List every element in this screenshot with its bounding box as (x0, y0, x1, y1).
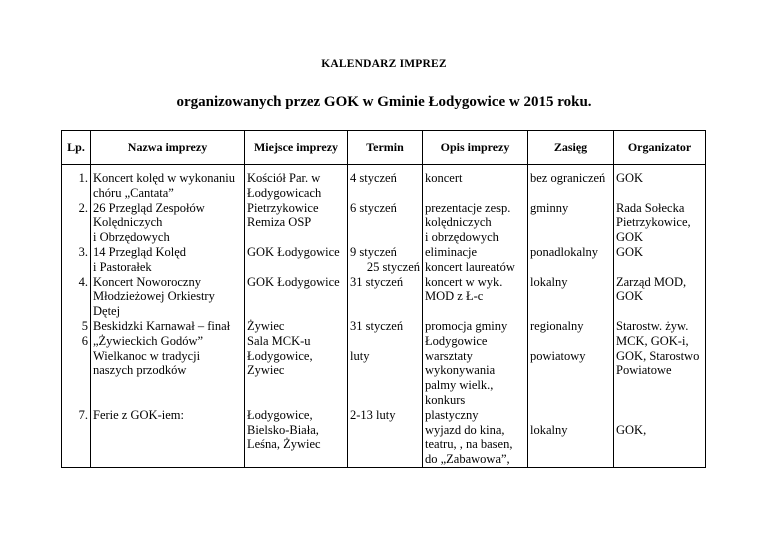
termin-line (350, 186, 420, 201)
nazwa-line: 14 Przegląd Kolęd (93, 244, 187, 259)
nazwa-line: „Żywieckich Godów” (93, 333, 204, 348)
organizator-line: GOK, Starostwo (616, 348, 700, 363)
termin-line (350, 363, 420, 378)
zasieg-line (530, 215, 611, 230)
lp-line: 1. (78, 171, 88, 185)
opis-line: i obrzędowych (425, 230, 499, 245)
opis-line: kolędniczych (425, 215, 492, 230)
zasieg-line (530, 260, 611, 275)
nazwa-line: Dętej (93, 304, 121, 319)
miejsce-line: Leśna, Żywiec (247, 437, 321, 452)
termin-line (350, 423, 420, 438)
zasieg-line (530, 452, 611, 467)
opis-line: teatru, , na basen, (425, 437, 513, 452)
header-termin: Termin (348, 131, 423, 165)
lp-line (64, 186, 88, 201)
zasieg-line (530, 230, 611, 245)
organizator-line: Rada Sołecka (616, 200, 685, 215)
lp-line: 5 (81, 318, 88, 333)
header-nazwa: Nazwa imprezy (91, 131, 245, 165)
opis-line: koncert w wyk. (425, 274, 503, 289)
opis-line: konkurs (425, 392, 466, 407)
nazwa-line: Beskidzki Karnawał – finał (93, 318, 231, 333)
opis-line (425, 186, 525, 201)
document-title: KALENDARZ IMPREZ (321, 58, 447, 70)
opis-line: MOD z Ł-c (425, 289, 484, 304)
lp-line (64, 230, 88, 245)
organizator-column (614, 171, 706, 467)
nazwa-line: Koncert Noworoczny (93, 274, 201, 289)
header-lp: Lp. (62, 131, 91, 165)
organizator-line: GOK (616, 289, 644, 304)
lp-line: 4. (78, 274, 88, 289)
lp-line (64, 349, 88, 364)
opis-line: Łodygowice (425, 333, 488, 348)
nazwa-line: Ferie z GOK-iem: (93, 407, 184, 422)
termin-line: 31 styczeń (350, 274, 404, 289)
termin-line: 31 styczeń (350, 318, 404, 333)
nazwa-line: i Obrzędowych (93, 230, 170, 245)
miejsce-line: Kościół Par. w (247, 171, 321, 185)
miejsce-line: Łodygowice, (247, 348, 313, 363)
termin-line (350, 230, 420, 245)
opis-line: koncert (425, 171, 463, 185)
organizator-line: GOK (616, 244, 644, 259)
zasieg-line: gminny (530, 200, 569, 215)
organizator-line (616, 437, 703, 452)
zasieg-line (530, 408, 611, 423)
termin-line (350, 289, 420, 304)
nazwa-line (93, 393, 242, 408)
opis-line: prezentacje zesp. (425, 200, 511, 215)
organizator-line: MCK, GOK-i, (616, 333, 689, 348)
lp-line (64, 423, 88, 438)
zasieg-line (530, 304, 611, 319)
nazwa-line: i Pastorałek (93, 259, 152, 274)
organizator-line (616, 378, 703, 393)
miejsce-line: Żywiec (247, 318, 285, 333)
miejsce-line: Pietrzykowice (247, 200, 319, 215)
miejsce-column (245, 171, 348, 467)
lp-line: 7. (78, 407, 88, 422)
events-table (61, 130, 706, 468)
header-opis: Opis imprezy (423, 131, 528, 165)
nazwa-line: Wielkanoc w tradycji (93, 348, 201, 363)
opis-line: palmy wielk., (425, 378, 494, 393)
header-miejsce: Miejsce imprezy (245, 131, 348, 165)
termin-line: 9 styczeń (350, 244, 397, 259)
organizator-line (616, 260, 703, 275)
termin-line: 4 styczeń (350, 171, 397, 185)
organizator-line (616, 393, 703, 408)
document-subtitle: organizowanych przez GOK w Gminie Łodygowice w 2015 roku. (176, 94, 592, 110)
lp-column (62, 171, 91, 467)
miejsce-line (247, 289, 345, 304)
organizator-line (616, 408, 703, 423)
zasieg-line (530, 334, 611, 349)
nazwa-line: naszych przodków (93, 363, 187, 378)
zasieg-line: powiatowy (530, 348, 586, 363)
miejsce-line: Łodygowice, (247, 407, 313, 422)
header-organizator: Organizator (614, 131, 706, 165)
miejsce-line: GOK Łodygowice (247, 244, 340, 259)
organizator-line (616, 186, 703, 201)
termin-line: 6 styczeń (350, 200, 397, 215)
organizator-line: Powiatowe (616, 363, 672, 378)
opis-line: wyjazd do kina, (425, 422, 505, 437)
opis-line: koncert laureatów (425, 259, 515, 274)
lp-line (64, 304, 88, 319)
organizator-line: GOK, (616, 422, 647, 437)
termin-line (350, 304, 420, 319)
zasieg-line (530, 363, 611, 378)
miejsce-line (247, 378, 345, 393)
lp-line (64, 378, 88, 393)
nazwa-line (93, 437, 242, 452)
miejsce-line (247, 230, 345, 245)
termin-line: 25 styczeń (366, 259, 420, 274)
opis-line: promocja gminy (425, 318, 508, 333)
zasieg-line: lokalny (530, 274, 568, 289)
zasieg-column (528, 171, 614, 467)
zasieg-line (530, 289, 611, 304)
opis-column (423, 171, 528, 467)
table-header-row (62, 131, 706, 165)
termin-line (350, 437, 420, 452)
organizator-line: GOK (616, 171, 644, 185)
zasieg-line: bez ograniczeń (530, 171, 606, 185)
nazwa-column (91, 171, 245, 467)
nazwa-line: Kolędniczych (93, 215, 163, 230)
organizator-line: Starostw. żyw. (616, 318, 689, 333)
termin-line: 2-13 luty (350, 407, 396, 422)
termin-line: luty (350, 348, 370, 363)
zasieg-line (530, 378, 611, 393)
opis-line (425, 304, 525, 319)
nazwa-line (93, 378, 242, 393)
zasieg-line (530, 393, 611, 408)
lp-line (64, 393, 88, 408)
zasieg-line: lokalny (530, 422, 568, 437)
zasieg-line (530, 186, 611, 201)
zasieg-line (530, 437, 611, 452)
organizator-line: Zarząd MOD, (616, 274, 687, 289)
miejsce-line: Sala MCK-u (247, 333, 311, 348)
miejsce-line: Zywiec (247, 363, 285, 378)
termin-line (350, 378, 420, 393)
lp-line (64, 215, 88, 230)
header-zasieg: Zasięg (528, 131, 614, 165)
opis-line: plastyczny (425, 407, 479, 422)
organizator-line: Pietrzykowice, (616, 215, 691, 230)
termin-line (350, 334, 420, 349)
miejsce-line (247, 304, 345, 319)
organizator-line (616, 304, 703, 319)
organizator-line: GOK (616, 230, 644, 245)
lp-line: 2. (78, 200, 88, 215)
lp-line (64, 260, 88, 275)
lp-line: 3. (78, 244, 88, 259)
termin-line (350, 215, 420, 230)
lp-line: 6 (81, 333, 88, 348)
opis-line: do „Zabawowa”, (425, 452, 510, 467)
termin-column (348, 171, 423, 467)
nazwa-line: 26 Przegląd Zespołów (93, 200, 205, 215)
miejsce-line: GOK Łodygowice (247, 274, 340, 289)
nazwa-line: Młodzieżowej Orkiestry (93, 289, 215, 304)
opis-line: eliminacje (425, 244, 478, 259)
nazwa-line: chóru „Cantata” (93, 185, 174, 200)
nazwa-line: Koncert kolęd w wykonaniu (93, 171, 235, 185)
zasieg-line: ponadlokalny (530, 244, 599, 259)
miejsce-line: Remiza OSP (247, 215, 312, 230)
opis-line: wykonywania (425, 363, 496, 378)
organizator-line (616, 452, 703, 467)
zasieg-line: regionalny (530, 318, 584, 333)
lp-line (64, 289, 88, 304)
lp-line (64, 363, 88, 378)
miejsce-line: Łodygowicach (247, 185, 322, 200)
miejsce-line (247, 393, 345, 408)
nazwa-line (93, 423, 242, 438)
termin-line (350, 393, 420, 408)
miejsce-line (247, 260, 345, 275)
opis-line: warsztaty (425, 348, 473, 363)
lp-line (64, 437, 88, 452)
table-body-row (62, 171, 706, 467)
miejsce-line: Bielsko-Biała, (247, 422, 319, 437)
